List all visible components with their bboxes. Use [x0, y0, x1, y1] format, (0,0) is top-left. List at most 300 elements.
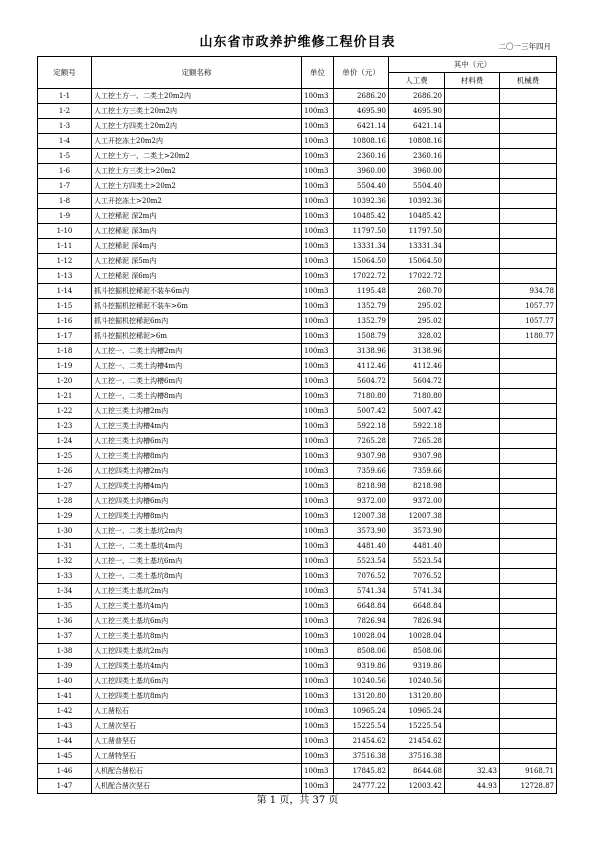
cell-price: 2686.20 — [334, 89, 389, 104]
cell-price: 1352.79 — [334, 314, 389, 329]
cell-price: 17022.72 — [334, 269, 389, 284]
table-row — [38, 719, 557, 734]
table-row — [38, 254, 557, 269]
cell-material — [445, 284, 500, 299]
cell-material — [445, 644, 500, 659]
cell-material — [445, 389, 500, 404]
cell-code: 1-44 — [38, 734, 92, 749]
cell-material — [445, 329, 500, 344]
cell-name: 人工挖一、二类土基坑2m内 — [92, 524, 302, 539]
cell-machine — [500, 524, 557, 539]
cell-labor: 7076.52 — [389, 569, 445, 584]
cell-machine — [500, 359, 557, 374]
cell-code: 1-25 — [38, 449, 92, 464]
cell-unit: 100m3 — [302, 269, 334, 284]
cell-machine — [500, 674, 557, 689]
table-row — [38, 209, 557, 224]
cell-machine — [500, 149, 557, 164]
cell-code: 1-1 — [38, 89, 92, 104]
table-row — [38, 404, 557, 419]
cell-material — [445, 674, 500, 689]
cell-code: 1-13 — [38, 269, 92, 284]
cell-labor: 3573.90 — [389, 524, 445, 539]
header-price: 单价（元） — [334, 57, 389, 89]
cell-material — [445, 404, 500, 419]
cell-code: 1-19 — [38, 359, 92, 374]
cell-price: 4112.46 — [334, 359, 389, 374]
cell-material — [445, 299, 500, 314]
cell-material — [445, 194, 500, 209]
cell-unit: 100m3 — [302, 599, 334, 614]
cell-machine — [500, 134, 557, 149]
cell-labor: 9372.00 — [389, 494, 445, 509]
cell-material — [445, 134, 500, 149]
cell-unit: 100m3 — [302, 404, 334, 419]
table-row — [38, 89, 557, 104]
cell-labor: 4695.90 — [389, 104, 445, 119]
cell-unit: 100m3 — [302, 419, 334, 434]
cell-code: 1-32 — [38, 554, 92, 569]
cell-name: 人工开挖冻土20m2内 — [92, 134, 302, 149]
cell-unit: 100m3 — [302, 134, 334, 149]
table-row — [38, 749, 557, 764]
cell-labor: 4112.46 — [389, 359, 445, 374]
cell-name: 人工挖四类土基坑8m内 — [92, 689, 302, 704]
cell-price: 4695.90 — [334, 104, 389, 119]
table-row — [38, 644, 557, 659]
cell-labor: 10392.36 — [389, 194, 445, 209]
cell-name: 人机配合凿次坚石 — [92, 779, 302, 794]
cell-material — [445, 254, 500, 269]
cell-material — [445, 224, 500, 239]
cell-labor: 5922.18 — [389, 419, 445, 434]
cell-labor: 8218.98 — [389, 479, 445, 494]
cell-price: 1195.48 — [334, 284, 389, 299]
cell-machine — [500, 344, 557, 359]
cell-unit: 100m3 — [302, 539, 334, 554]
cell-price: 10240.56 — [334, 674, 389, 689]
cell-code: 1-37 — [38, 629, 92, 644]
cell-name: 人工挖三类土沟槽4m内 — [92, 419, 302, 434]
cell-machine — [500, 239, 557, 254]
cell-code: 1-35 — [38, 599, 92, 614]
cell-code: 1-6 — [38, 164, 92, 179]
table-row — [38, 104, 557, 119]
table-row — [38, 359, 557, 374]
cell-labor: 17022.72 — [389, 269, 445, 284]
cell-code: 1-27 — [38, 479, 92, 494]
cell-unit: 100m3 — [302, 764, 334, 779]
cell-price: 10028.04 — [334, 629, 389, 644]
cell-code: 1-30 — [38, 524, 92, 539]
cell-labor: 7265.28 — [389, 434, 445, 449]
page-title: 山东省市政养护维修工程价目表 — [199, 35, 396, 50]
cell-material — [445, 509, 500, 524]
cell-code: 1-2 — [38, 104, 92, 119]
cell-price: 6648.84 — [334, 599, 389, 614]
cell-unit: 100m3 — [302, 689, 334, 704]
cell-unit: 100m3 — [302, 569, 334, 584]
cell-code: 1-18 — [38, 344, 92, 359]
header-unit: 单位 — [302, 57, 334, 89]
cell-code: 1-11 — [38, 239, 92, 254]
cell-code: 1-17 — [38, 329, 92, 344]
cell-name: 人工挖一、二类土沟槽8m内 — [92, 389, 302, 404]
cell-unit: 100m3 — [302, 194, 334, 209]
cell-material — [445, 479, 500, 494]
cell-unit: 100m3 — [302, 509, 334, 524]
cell-machine: 12728.87 — [500, 779, 557, 794]
cell-unit: 100m3 — [302, 554, 334, 569]
cell-material — [445, 464, 500, 479]
cell-unit: 100m3 — [302, 749, 334, 764]
cell-price: 12007.38 — [334, 509, 389, 524]
cell-name: 人工挖四类土基坑6m内 — [92, 674, 302, 689]
cell-name: 人工挖一、二类土沟槽2m内 — [92, 344, 302, 359]
cell-code: 1-36 — [38, 614, 92, 629]
cell-material — [445, 164, 500, 179]
cell-machine: 1057.77 — [500, 314, 557, 329]
cell-name: 人工挖四类土基坑4m内 — [92, 659, 302, 674]
table-row — [38, 374, 557, 389]
cell-material: 32.43 — [445, 764, 500, 779]
table-row — [38, 149, 557, 164]
cell-name: 人工挖三类土沟槽2m内 — [92, 404, 302, 419]
cell-price: 5504.40 — [334, 179, 389, 194]
cell-name: 人工挖土方四类土>20m2 — [92, 179, 302, 194]
cell-material — [445, 374, 500, 389]
cell-price: 7076.52 — [334, 569, 389, 584]
cell-price: 1352.79 — [334, 299, 389, 314]
cell-name: 人工挖四类土基坑2m内 — [92, 644, 302, 659]
cell-labor: 8508.06 — [389, 644, 445, 659]
cell-name: 人工挖一、二类土基坑4m内 — [92, 539, 302, 554]
cell-machine — [500, 464, 557, 479]
cell-unit: 100m3 — [302, 614, 334, 629]
cell-code: 1-40 — [38, 674, 92, 689]
table-row — [38, 614, 557, 629]
header-labor: 人工费 — [389, 73, 445, 89]
cell-code: 1-15 — [38, 299, 92, 314]
table-row — [38, 389, 557, 404]
cell-labor: 21454.62 — [389, 734, 445, 749]
cell-machine — [500, 449, 557, 464]
cell-name: 抓斗挖掘机挖稀泥>6m — [92, 329, 302, 344]
cell-material — [445, 749, 500, 764]
cell-name: 抓斗挖掘机挖稀泥不装车6m内 — [92, 284, 302, 299]
cell-machine — [500, 209, 557, 224]
cell-code: 1-20 — [38, 374, 92, 389]
cell-name: 人工挖土方一、二类土>20m2 — [92, 149, 302, 164]
cell-labor: 6648.84 — [389, 599, 445, 614]
header-material: 材料费 — [445, 73, 500, 89]
cell-code: 1-8 — [38, 194, 92, 209]
cell-name: 人工挖四类土沟槽2m内 — [92, 464, 302, 479]
cell-price: 3573.90 — [334, 524, 389, 539]
table-row — [38, 269, 557, 284]
cell-labor: 5007.42 — [389, 404, 445, 419]
cell-labor: 10028.04 — [389, 629, 445, 644]
cell-name: 抓斗挖掘机挖稀泥不装车>6m — [92, 299, 302, 314]
cell-code: 1-31 — [38, 539, 92, 554]
cell-code: 1-26 — [38, 464, 92, 479]
cell-price: 7265.28 — [334, 434, 389, 449]
cell-machine — [500, 119, 557, 134]
cell-unit: 100m3 — [302, 284, 334, 299]
cell-material — [445, 629, 500, 644]
cell-unit: 100m3 — [302, 434, 334, 449]
cell-machine — [500, 179, 557, 194]
cell-price: 7359.66 — [334, 464, 389, 479]
cell-name: 人工挖一、二类土沟槽6m内 — [92, 374, 302, 389]
cell-code: 1-39 — [38, 659, 92, 674]
cell-material — [445, 449, 500, 464]
table-row — [38, 599, 557, 614]
price-table — [37, 56, 557, 794]
cell-material — [445, 179, 500, 194]
header-name: 定额名称 — [92, 57, 302, 89]
cell-code: 1-16 — [38, 314, 92, 329]
cell-material — [445, 314, 500, 329]
cell-code: 1-41 — [38, 689, 92, 704]
cell-unit: 100m3 — [302, 374, 334, 389]
table-row — [38, 539, 557, 554]
cell-machine — [500, 164, 557, 179]
cell-unit: 100m3 — [302, 254, 334, 269]
table-row — [38, 674, 557, 689]
cell-price: 7180.80 — [334, 389, 389, 404]
header-machine: 机械费 — [500, 73, 557, 89]
cell-name: 人工挖土方三类土20m2内 — [92, 104, 302, 119]
cell-material — [445, 119, 500, 134]
cell-code: 1-33 — [38, 569, 92, 584]
cell-unit: 100m3 — [302, 179, 334, 194]
cell-labor: 7359.66 — [389, 464, 445, 479]
cell-code: 1-12 — [38, 254, 92, 269]
cell-labor: 295.02 — [389, 299, 445, 314]
cell-material — [445, 104, 500, 119]
cell-price: 1508.79 — [334, 329, 389, 344]
table-row — [38, 569, 557, 584]
cell-labor: 5523.54 — [389, 554, 445, 569]
table-row — [38, 464, 557, 479]
cell-name: 人工挖稀泥 深2m内 — [92, 209, 302, 224]
cell-machine — [500, 569, 557, 584]
cell-machine — [500, 749, 557, 764]
cell-code: 1-24 — [38, 434, 92, 449]
cell-name: 人工开挖冻土>20m2 — [92, 194, 302, 209]
cell-name: 人工凿次坚石 — [92, 719, 302, 734]
table-row — [38, 659, 557, 674]
cell-unit: 100m3 — [302, 479, 334, 494]
cell-unit: 100m3 — [302, 209, 334, 224]
cell-price: 5604.72 — [334, 374, 389, 389]
cell-labor: 8644.68 — [389, 764, 445, 779]
cell-price: 15064.50 — [334, 254, 389, 269]
cell-name: 人工挖四类土沟槽6m内 — [92, 494, 302, 509]
document-date: 二〇一三年四月 — [498, 42, 551, 51]
cell-price: 11797.50 — [334, 224, 389, 239]
cell-code: 1-23 — [38, 419, 92, 434]
cell-unit: 100m3 — [302, 704, 334, 719]
cell-material — [445, 434, 500, 449]
cell-code: 1-28 — [38, 494, 92, 509]
cell-material — [445, 524, 500, 539]
cell-labor: 15064.50 — [389, 254, 445, 269]
cell-labor: 13120.80 — [389, 689, 445, 704]
cell-code: 1-7 — [38, 179, 92, 194]
cell-code: 1-22 — [38, 404, 92, 419]
cell-unit: 100m3 — [302, 164, 334, 179]
cell-code: 1-34 — [38, 584, 92, 599]
cell-material — [445, 659, 500, 674]
cell-unit: 100m3 — [302, 149, 334, 164]
cell-labor: 10485.42 — [389, 209, 445, 224]
cell-machine: 9168.71 — [500, 764, 557, 779]
cell-name: 人机配合凿松石 — [92, 764, 302, 779]
table-row — [38, 179, 557, 194]
cell-price: 6421.14 — [334, 119, 389, 134]
cell-machine: 934.78 — [500, 284, 557, 299]
cell-unit: 100m3 — [302, 779, 334, 794]
cell-unit: 100m3 — [302, 719, 334, 734]
cell-name: 人工挖一、二类土沟槽4m内 — [92, 359, 302, 374]
cell-material — [445, 554, 500, 569]
cell-labor: 7826.94 — [389, 614, 445, 629]
header-breakdown: 其中（元） — [389, 57, 557, 73]
cell-price: 37516.38 — [334, 749, 389, 764]
cell-code: 1-10 — [38, 224, 92, 239]
table-row — [38, 704, 557, 719]
cell-machine — [500, 89, 557, 104]
table-row — [38, 734, 557, 749]
cell-material — [445, 359, 500, 374]
cell-labor: 5504.40 — [389, 179, 445, 194]
cell-unit: 100m3 — [302, 734, 334, 749]
cell-price: 5922.18 — [334, 419, 389, 434]
cell-price: 9319.86 — [334, 659, 389, 674]
table-body — [38, 89, 557, 794]
cell-labor: 12007.38 — [389, 509, 445, 524]
table-row — [38, 194, 557, 209]
cell-machine — [500, 374, 557, 389]
cell-code: 1-3 — [38, 119, 92, 134]
cell-name: 人工挖三类土基坑8m内 — [92, 629, 302, 644]
cell-unit: 100m3 — [302, 524, 334, 539]
header-code: 定额号 — [38, 57, 92, 89]
cell-price: 10392.36 — [334, 194, 389, 209]
table-row — [38, 524, 557, 539]
table-row — [38, 584, 557, 599]
cell-unit: 100m3 — [302, 644, 334, 659]
cell-name: 人工凿特坚石 — [92, 749, 302, 764]
cell-material — [445, 614, 500, 629]
table-row — [38, 479, 557, 494]
cell-machine — [500, 584, 557, 599]
cell-name: 人工挖土方四类土20m2内 — [92, 119, 302, 134]
cell-price: 9307.98 — [334, 449, 389, 464]
cell-material — [445, 689, 500, 704]
table-row — [38, 119, 557, 134]
cell-unit: 100m3 — [302, 119, 334, 134]
cell-labor: 13331.34 — [389, 239, 445, 254]
cell-machine — [500, 704, 557, 719]
cell-unit: 100m3 — [302, 464, 334, 479]
cell-unit: 100m3 — [302, 494, 334, 509]
table-row — [38, 494, 557, 509]
cell-material — [445, 209, 500, 224]
cell-name: 人工挖四类土沟槽8m内 — [92, 509, 302, 524]
table-row — [38, 134, 557, 149]
cell-machine — [500, 689, 557, 704]
cell-price: 21454.62 — [334, 734, 389, 749]
table-row — [38, 629, 557, 644]
cell-code: 1-47 — [38, 779, 92, 794]
cell-price: 13331.34 — [334, 239, 389, 254]
cell-labor: 2686.20 — [389, 89, 445, 104]
cell-unit: 100m3 — [302, 389, 334, 404]
cell-machine — [500, 254, 557, 269]
cell-machine — [500, 614, 557, 629]
table-row — [38, 449, 557, 464]
cell-material — [445, 704, 500, 719]
cell-unit: 100m3 — [302, 314, 334, 329]
cell-machine — [500, 734, 557, 749]
cell-name: 人工挖一、二类土基坑8m内 — [92, 569, 302, 584]
cell-name: 人工挖三类土基坑4m内 — [92, 599, 302, 614]
cell-machine — [500, 539, 557, 554]
cell-labor: 10965.24 — [389, 704, 445, 719]
cell-material — [445, 149, 500, 164]
cell-machine: 1057.77 — [500, 299, 557, 314]
cell-machine — [500, 404, 557, 419]
cell-unit: 100m3 — [302, 359, 334, 374]
cell-labor: 7180.80 — [389, 389, 445, 404]
cell-unit: 100m3 — [302, 659, 334, 674]
cell-labor: 11797.50 — [389, 224, 445, 239]
cell-labor: 9319.86 — [389, 659, 445, 674]
cell-unit: 100m3 — [302, 629, 334, 644]
cell-name: 人工挖土方一、二类土20m2内 — [92, 89, 302, 104]
cell-code: 1-46 — [38, 764, 92, 779]
cell-code: 1-29 — [38, 509, 92, 524]
cell-price: 13120.80 — [334, 689, 389, 704]
cell-machine — [500, 194, 557, 209]
cell-unit: 100m3 — [302, 224, 334, 239]
cell-price: 5741.34 — [334, 584, 389, 599]
cell-price: 3138.96 — [334, 344, 389, 359]
cell-labor: 3960.00 — [389, 164, 445, 179]
cell-labor: 5741.34 — [389, 584, 445, 599]
cell-machine — [500, 554, 557, 569]
table-row — [38, 509, 557, 524]
cell-labor: 328.02 — [389, 329, 445, 344]
cell-machine — [500, 104, 557, 119]
cell-unit: 100m3 — [302, 344, 334, 359]
cell-machine — [500, 479, 557, 494]
table-row — [38, 554, 557, 569]
cell-material — [445, 344, 500, 359]
cell-labor: 10240.56 — [389, 674, 445, 689]
cell-price: 8218.98 — [334, 479, 389, 494]
table-row — [38, 344, 557, 359]
cell-labor: 260.70 — [389, 284, 445, 299]
table-row — [38, 419, 557, 434]
cell-machine — [500, 644, 557, 659]
cell-price: 10485.42 — [334, 209, 389, 224]
cell-unit: 100m3 — [302, 329, 334, 344]
cell-name: 人工挖四类土沟槽4m内 — [92, 479, 302, 494]
